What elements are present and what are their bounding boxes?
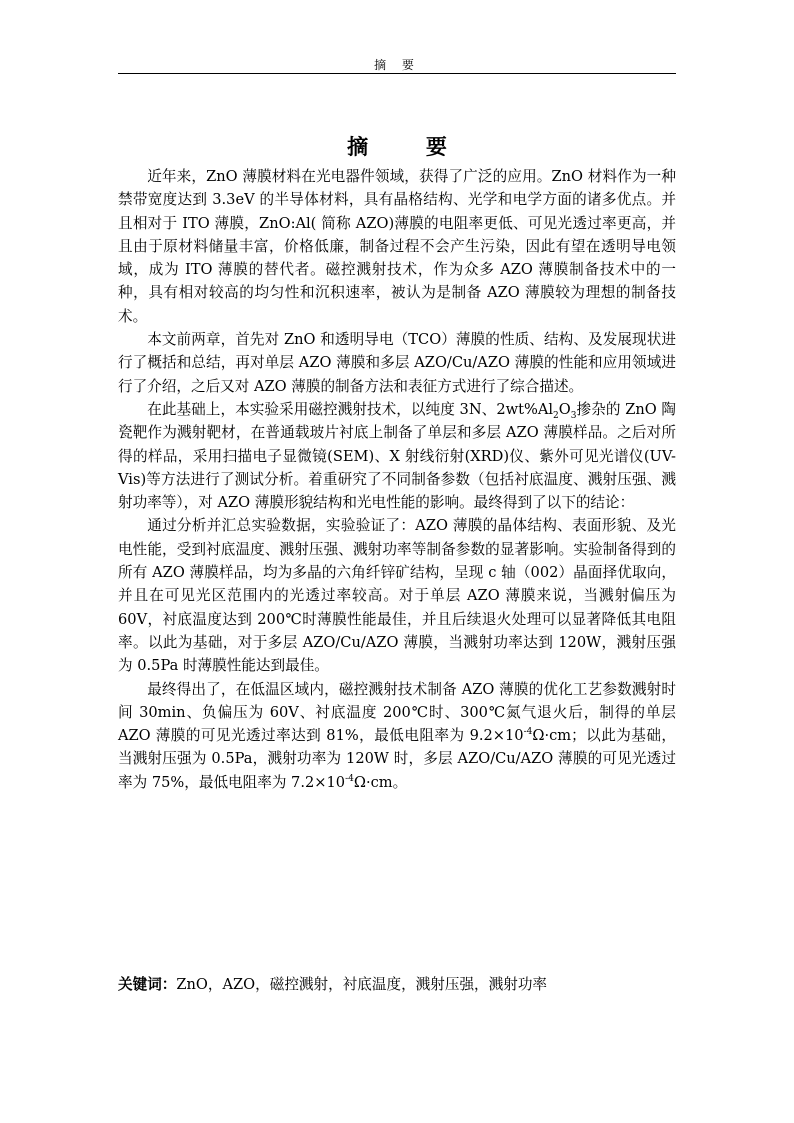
page-title: 摘 要 [347,135,473,159]
paragraph-5-text-a: 最终得出了，在低温区域内，磁控溅射技术制备 AZO 薄膜的优化工艺参数溅射时间 30min、负偏压为 60V、衬底温度 200℃时、300℃氮气退火后，制得的单层 AZO 薄膜的可见光透过率达到 81%，最低电阻率为 9.2×10 [118,680,676,745]
paragraph-3-text-c: 掺杂的 ZnO 陶瓷靶作为溅射靶材，在普通载玻片衬底上制备了单层和多层 AZO 薄膜样品。之后对所得的样品，采用扫描电子显微镜(SEM)、X 射线衍射(XRD)仪、紫外可见光谱仪(UV-Vis)等方法进行了测试分析。着重研究了不同制备参数（包括衬底温度、溅射压强、溅射功率等），对 AZO 薄膜形貌结构和光电性能的影响。最终得到了以下的结论： [118,400,676,512]
header-rule [118,73,676,74]
paragraph-4: 通过分析并汇总实验数据，实验验证了：AZO 薄膜的晶体结构、表面形貌、及光电性能，受到衬底温度、溅射压强、溅射功率等制备参数的显著影响。实验制备得到的所有 AZO 薄膜样品，均为多晶的六角纤锌矿结构，呈现 c 轴（002）晶面择优取向，并且在可见光区范围内的光透过率较高。对于单层 AZO 薄膜来说，当溅射偏压为 60V，衬底温度达到 200℃时薄膜性能最佳，并且后续退火处理可以显著降低其电阻率。以此为基础，对于多层 AZO/Cu/AZO 薄膜，当溅射功率达到 120W，溅射压强为 0.5Pa 时薄膜性能达到最佳。 [118,517,676,675]
paragraph-3-text-a: 在此基础上，本实验采用磁控溅射技术，以纯度 3N、2wt%Al [147,400,554,418]
running-header: 摘 要 [374,58,420,72]
paragraph-1: 近年来，ZnO 薄膜材料在光电器件领域，获得了广泛的应用。ZnO 材料作为一种禁带宽度达到 3.3eV 的半导体材料，具有晶格结构、光学和电学方面的诸多优点。并且相对于 ITO 薄膜，ZnO:Al( 简称 AZO)薄膜的电阻率更低、可见光透过率更高，并且由于原材料储量丰富，价格低廉，制备过程不会产生污染，因此有望在透明导电领域，成为 ITO 薄膜的替代者。磁控溅射技术，作为众多 AZO 薄膜制备技术中的一种，具有相对较高的均匀性和沉积速率，被认为是制备 AZO 薄膜较为理想的制备技术。 [118,168,676,325]
superscript: -4 [345,773,354,784]
superscript: -4 [523,727,533,738]
subscript: 3 [570,410,577,421]
keywords-text: ZnO，AZO，磁控溅射，衬底温度，溅射压强，溅射功率 [176,976,548,993]
paragraph-3-text-b: O [558,400,571,418]
paragraph-5-text-c: Ω·cm。 [353,773,408,791]
abstract-body [118,165,676,794]
paragraph-5-text-b: Ω·cm；以此为基础，当溅射压强为 0.5Pa，溅射功率为 120W 时，多层 AZO/Cu/AZO 薄膜的可见光透过率为 75%，最低电阻率为 7.2×10 [118,727,676,791]
keywords-label: 关键词： [118,976,177,993]
keywords-line [118,973,676,996]
paragraph-5 [118,678,676,794]
paragraph-2: 本文前两章，首先对 ZnO 和透明导电（TCO）薄膜的性质、结构、及发展现状进行了概括和总结，再对单层 AZO 薄膜和多层 AZO/Cu/AZO 薄膜的性能和应用领域进行了介绍，之后又对 AZO 薄膜的制备方法和表征方式进行了综合描述。 [118,331,676,395]
subscript: 2 [553,410,559,421]
paragraph-3 [118,398,676,514]
